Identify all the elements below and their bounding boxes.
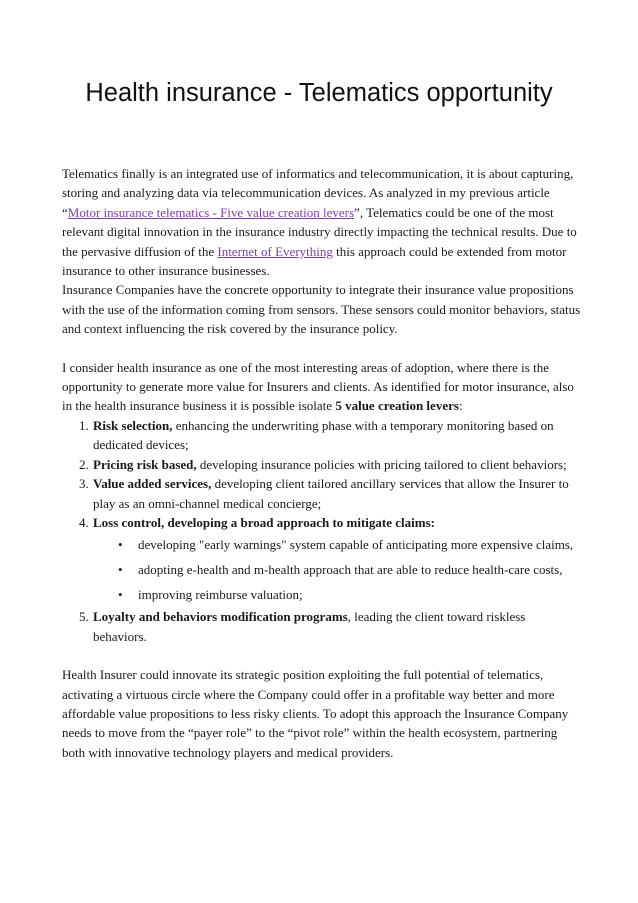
intro-text-3: this approach could be extended from motor insurance to other insurance businesses. [62, 243, 567, 279]
health-insurance-colon: : [458, 398, 463, 414]
list-item [92, 474, 582, 513]
internet-of-everything-link[interactable]: Internet of Everything [217, 243, 333, 259]
value-levers-emphasis: 5 value creation levers [335, 398, 459, 414]
list-item [92, 607, 582, 646]
lever-title: Loss control, developing a broad approach to mitigate claims: [93, 514, 435, 530]
bullet-item: • developing "early warnings" system capable of anticipating more expensive claims, [138, 532, 582, 557]
lever-text: developing client tailored ancillary services that allow the Insurer to play as an omni-channel medical concierge; [93, 476, 569, 511]
list-item [92, 416, 582, 455]
document-title: Health insurance - Telematics opportunity [85, 79, 553, 107]
lever-title: Value added services, [93, 476, 212, 492]
loss-control-bullets [93, 532, 582, 607]
sensors-paragraph: Insurance Companies have the concrete opportunity to integrate their insurance value propositions with the use of the information coming from sensors. These sensors could monitor behaviors, status and context influencing the risk covered by the insurance policy. [62, 282, 581, 337]
lever-text: developing insurance policies with pricing tailored to client behaviors; [196, 456, 567, 472]
intro-text-1: Telematics finally is an integrated use of informatics and telecommunication, it is about capturing, storing and analyzing data via telecommunication devices. As analyzed in my previous article “ [62, 166, 574, 220]
paragraph-spacer [62, 646, 582, 665]
health-insurance-text: I consider health insurance as one of the most interesting areas of adoption, where there is the opportunity to generate more value for Insurers and clients. As identified for motor insurance, also in the health insurance business it is possible isolate [62, 359, 574, 414]
health-insurance-paragraph [62, 358, 582, 416]
document-body [62, 164, 582, 762]
list-item [92, 513, 582, 607]
lever-text: , leading the client toward riskless behaviors. [93, 609, 526, 644]
intro-paragraph [62, 164, 582, 280]
conclusion-paragraph: Health Insurer could innovate its strategic position exploiting the full potential of telematics, activating a virtuous circle where the Company could offer in a profitable way better and more affordable value propositions to less risky clients. To adopt this approach the Insurance Company needs to move from the “payer role” to the “pivot role” within the health ecosystem, partnering both with innovative technology players and medical providers. [62, 667, 569, 760]
bullet-item: • improving reimburse valuation; [138, 582, 582, 607]
bullet-item: • adopting e-health and m-health approach that are able to reduce health-care costs, [138, 557, 582, 582]
lever-title: Loyalty and behaviors modification programs [93, 609, 348, 625]
value-levers-list [62, 416, 582, 646]
motor-telematics-article-link[interactable]: Motor insurance telematics - Five value creation levers [67, 204, 355, 220]
lever-title: Pricing risk based, [93, 456, 197, 472]
paragraph-spacer [62, 339, 582, 358]
lever-text: enhancing the underwriting phase with a temporary monitoring based on dedicated devices; [93, 417, 554, 453]
list-item [92, 455, 582, 474]
intro-text-2: ”, Telematics could be one of the most relevant digital innovation in the insurance industry directly impacting the technical results. Due to the pervasive diffusion of the [62, 204, 577, 259]
lever-title: Risk selection, [93, 417, 173, 433]
